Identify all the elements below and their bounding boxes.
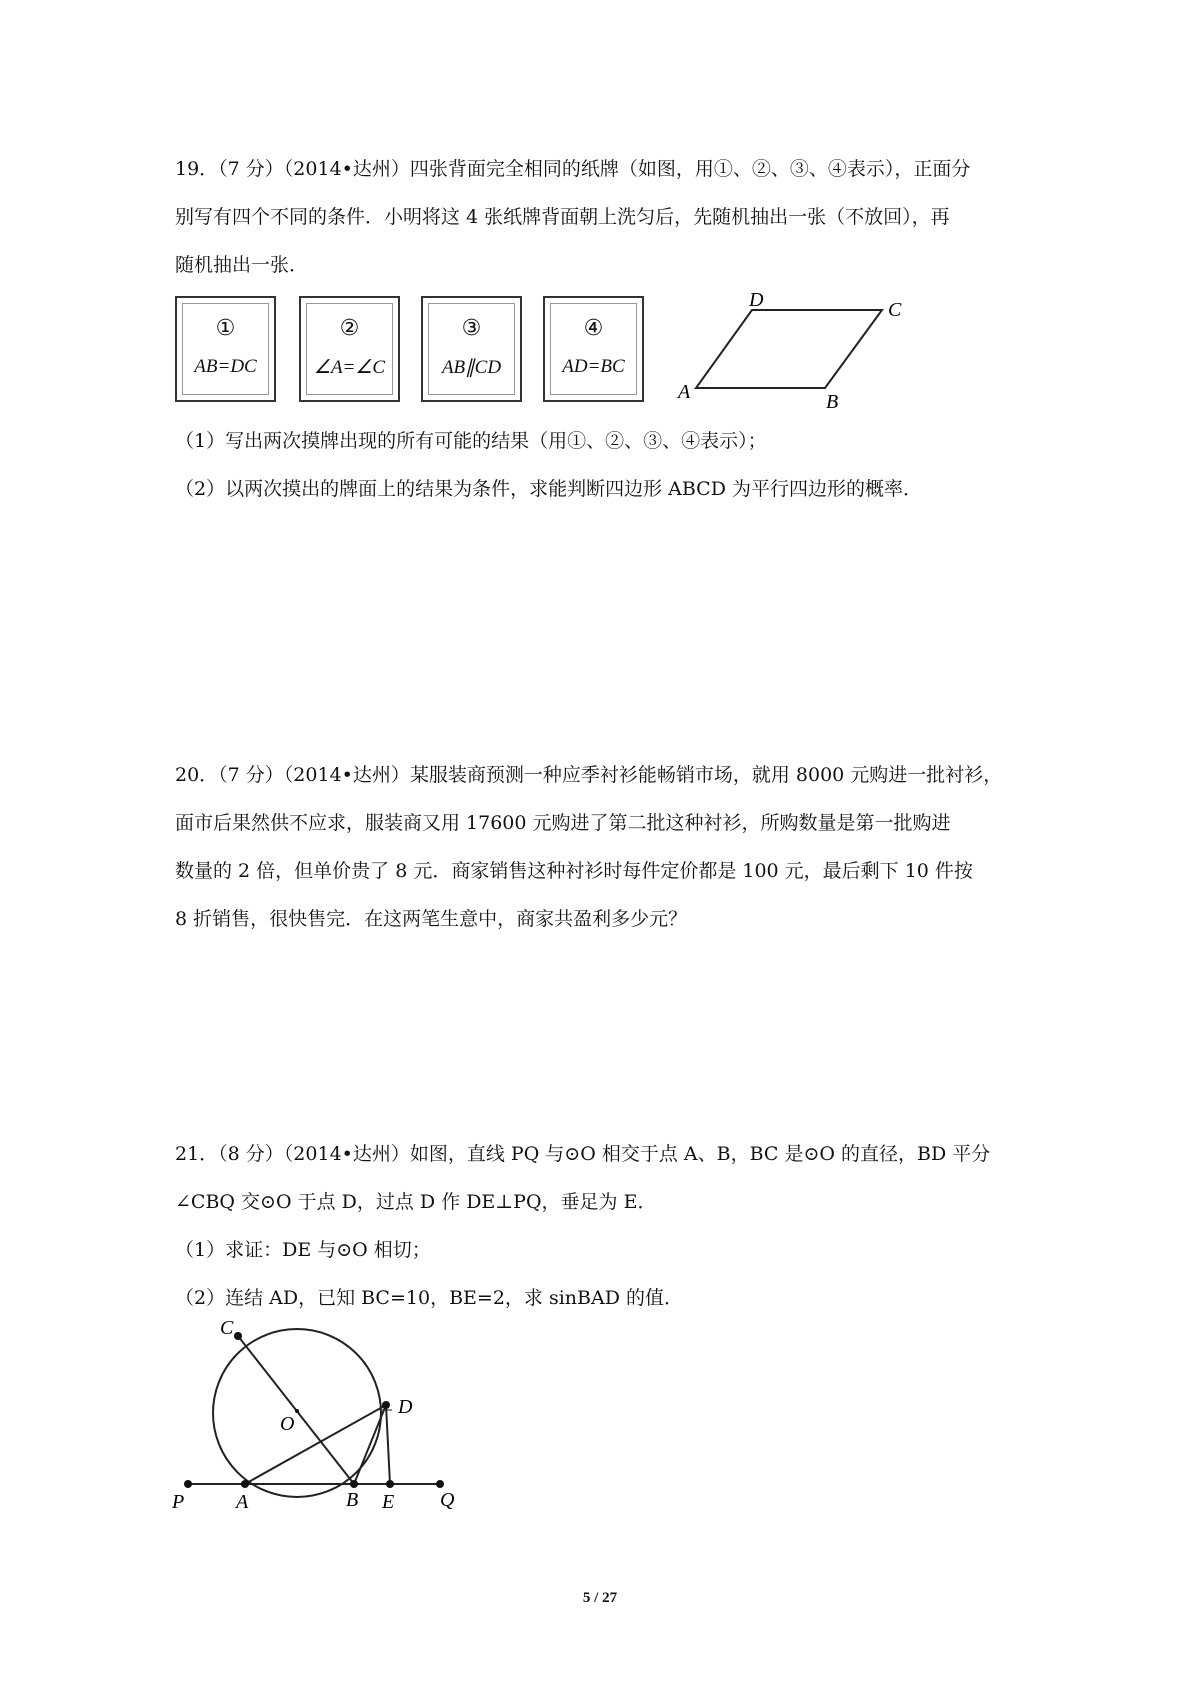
q21-line-1: 21．（8 分）（2014•达州）如图，直线 PQ 与⊙O 相交于点 A、B，BC 是⊙O 的直径，BD 平分	[175, 1143, 991, 1165]
point-d	[382, 1401, 390, 1409]
point-c	[234, 1332, 242, 1340]
label-p: P	[172, 1491, 185, 1510]
label-a: A	[236, 1491, 249, 1510]
q21-line-2: ∠CBQ 交⊙O 于点 D，过点 D 作 DE⊥PQ，垂足为 E．	[175, 1191, 657, 1213]
label-e: E	[382, 1491, 395, 1510]
card-3-condition: AB∥CD	[441, 357, 502, 378]
q20-line-1: 20．（7 分）（2014•达州）某服装商预测一种应季衬衫能畅销市场，就用 8000 元购进一批衬衫，	[175, 764, 1003, 786]
label-c: C	[220, 1317, 234, 1339]
q19-sub-question-2: （2）以两次摸出的牌面上的结果为条件，求能判断四边形 ABCD 为平行四边形的概率．	[175, 478, 922, 500]
segment-de	[386, 1405, 390, 1484]
card-4-condition: AD=BC	[562, 356, 625, 377]
card-1-number: ①	[215, 316, 236, 341]
label-d: D	[398, 1396, 413, 1418]
segment-bd	[354, 1405, 386, 1484]
label-b: B	[346, 1489, 359, 1510]
card-1-condition: AB=DC	[194, 356, 257, 377]
circle-figure	[160, 1310, 480, 1510]
page-number: 5 / 27	[582, 1590, 618, 1606]
parallelogram-abcd	[696, 310, 882, 388]
point-b	[350, 1480, 358, 1488]
card-3-number: ③	[461, 316, 482, 341]
point-o	[295, 1409, 299, 1413]
card-2	[299, 296, 400, 402]
label-b: B	[826, 391, 839, 410]
card-2-number: ②	[339, 316, 360, 341]
label-c: C	[888, 299, 902, 321]
q20-line-3: 数量的 2 倍，但单价贵了 8 元．商家销售这种衬衫时每件定价都是 100 元，最后剩下 10 件按	[175, 860, 973, 882]
label-a: A	[678, 381, 691, 403]
q19-line-3: 随机抽出一张．	[175, 254, 309, 276]
point-p	[184, 1480, 192, 1488]
q19-sub-question-1: （1）写出两次摸牌出现的所有可能的结果（用①、②、③、④表示）；	[175, 430, 767, 452]
label-q: Q	[440, 1489, 455, 1510]
card-2-condition: ∠A=∠C	[313, 357, 386, 378]
q19-line-2: 别写有四个不同的条件．小明将这 4 张纸牌背面朝上洗匀后，先随机抽出一张（不放回），再	[175, 206, 950, 228]
q20-line-2: 面市后果然供不应求，服装商又用 17600 元购进了第二批这种衬衫，所购数量是第一批购进	[175, 812, 951, 834]
q21-sub-question-1: （1）求证：DE 与⊙O 相切；	[175, 1239, 431, 1261]
q19-cards	[175, 296, 655, 406]
point-a	[241, 1480, 249, 1488]
point-q	[436, 1480, 444, 1488]
point-e	[386, 1480, 394, 1488]
card-4-number: ④	[583, 316, 604, 341]
segment-ad	[245, 1405, 386, 1484]
label-o: O	[280, 1413, 295, 1435]
card-3	[421, 296, 522, 402]
card-4	[543, 296, 644, 402]
card-1	[175, 296, 276, 402]
parallelogram-figure	[670, 290, 920, 410]
label-d: D	[749, 290, 764, 311]
q19-line-1: 19．（7 分）（2014•达州）四张背面完全相同的纸牌（如图，用①、②、③、④表示），正面分	[175, 158, 971, 180]
q21-sub-question-2: （2）连结 AD，已知 BC=10，BE=2，求 sinBAD 的值．	[175, 1287, 683, 1309]
q20-line-4: 8 折销售，很快售完．在这两笔生意中，商家共盈利多少元？	[175, 908, 688, 930]
